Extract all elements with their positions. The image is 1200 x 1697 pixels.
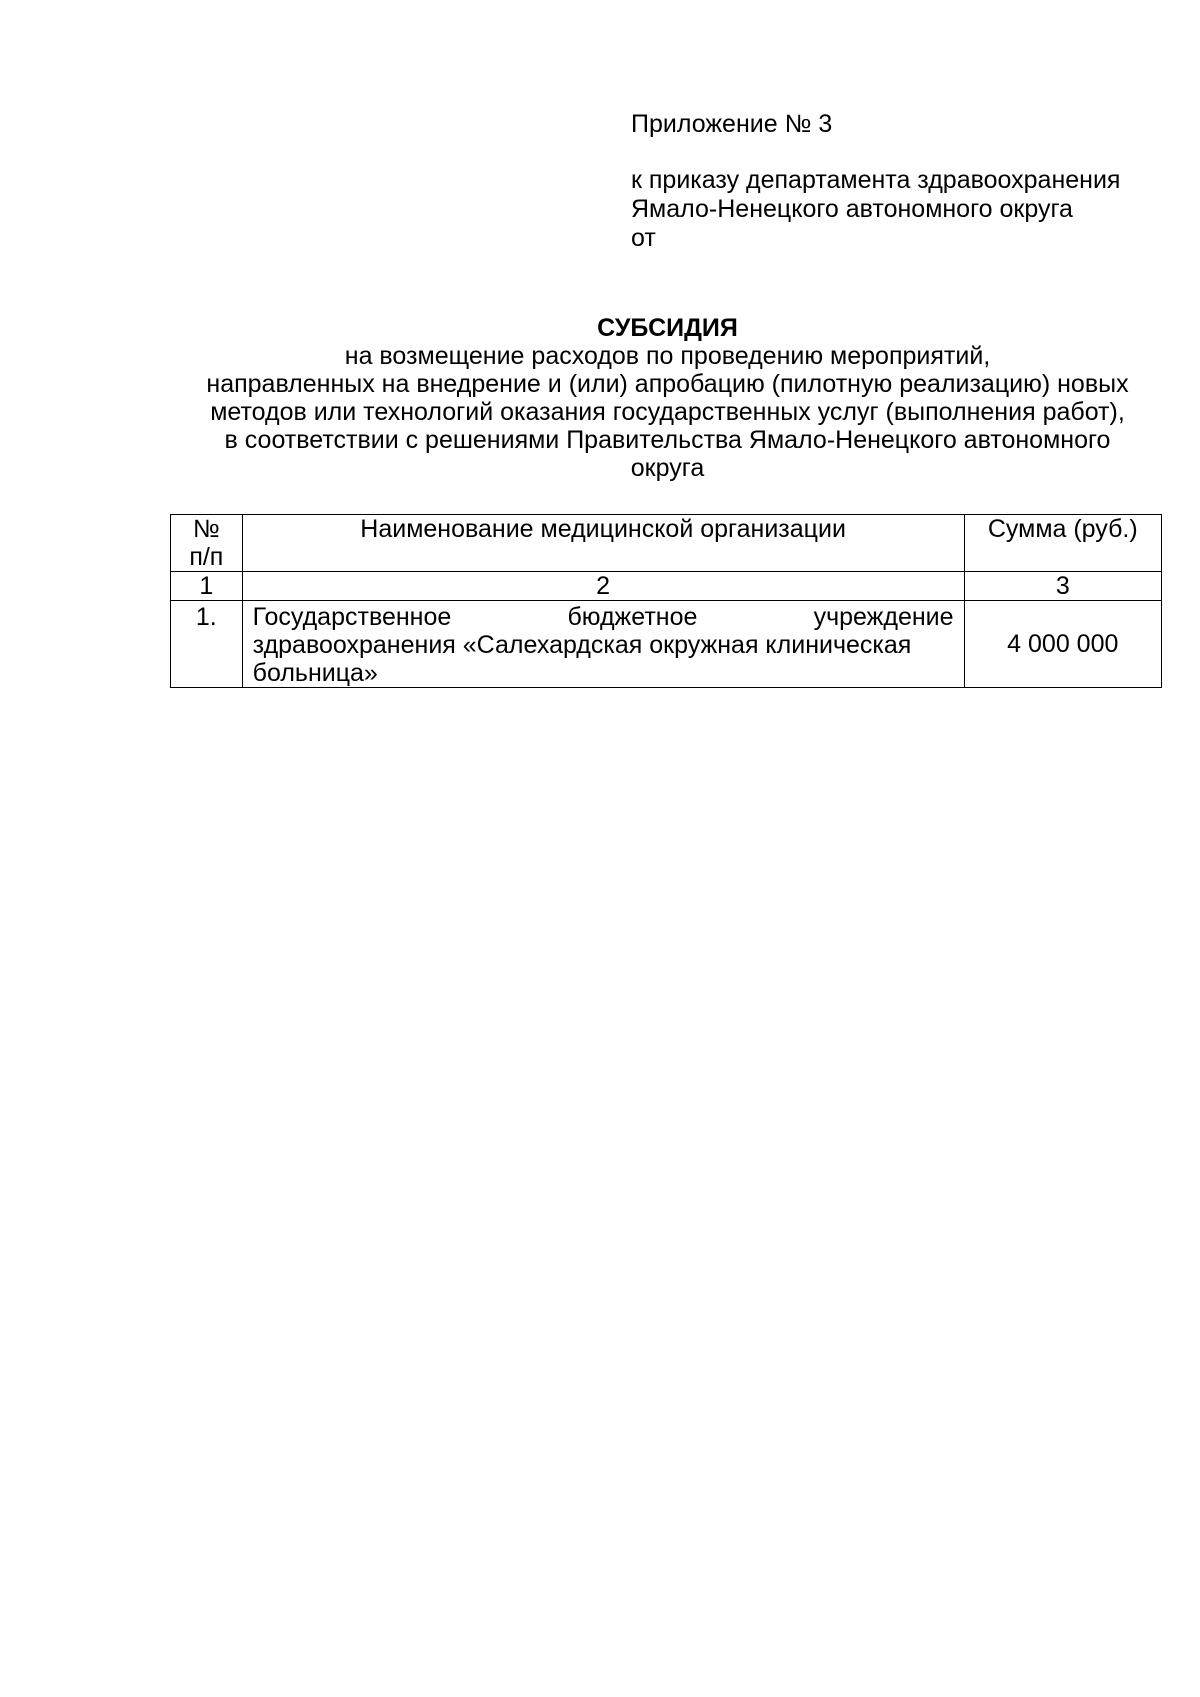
heading-line-4: в соответствии с решениями Правительства Ямало-Ненецкого автономного [224,426,1111,454]
table-row [171,601,1162,688]
heading-line-3: методов или технологий оказания государственных услуг (выполнения работ), [210,398,1125,426]
annex-order-ref: к приказу департамента здравоохранения [631,166,1121,194]
organization-name [242,601,964,688]
header-num-line2: п/п [189,543,224,571]
annex-region: Ямало-Ненецкого автономного округа [631,195,1073,223]
heading-line-1: на возмещение расходов по проведению мероприятий, [344,342,991,370]
organization-name-line-2: здравоохранения «Салехардская окружная клиническая [252,631,912,659]
heading-line-5: округа [630,454,705,482]
subsidy-table [170,514,1162,688]
document-heading [170,314,1165,482]
heading-line-2: направленных на внедрение и (или) апробацию (пилотную реализацию) новых [206,370,1129,398]
annex-date: от [631,224,656,252]
header-num [171,515,243,572]
column-number-1: 1 [171,572,243,601]
row-index: 1. [171,601,243,688]
organization-name-line-3: больница» [252,659,378,687]
column-number-2: 2 [242,572,964,601]
header-sum: Сумма (руб.) [964,515,1161,572]
document-title: СУБСИДИЯ [597,314,738,342]
annex-block [631,110,1120,253]
annex-spacer [631,139,1120,166]
annex-number: Приложение № 3 [631,110,833,138]
column-number-3: 3 [964,572,1161,601]
table-header-row [171,515,1162,572]
organization-name-line-1: Государственное бюджетное учреждение [252,603,954,631]
header-name: Наименование медицинской организации [242,515,964,572]
subsidy-amount: 4 000 000 [964,601,1161,688]
header-num-line1: № [192,515,220,543]
column-number-row [171,572,1162,601]
